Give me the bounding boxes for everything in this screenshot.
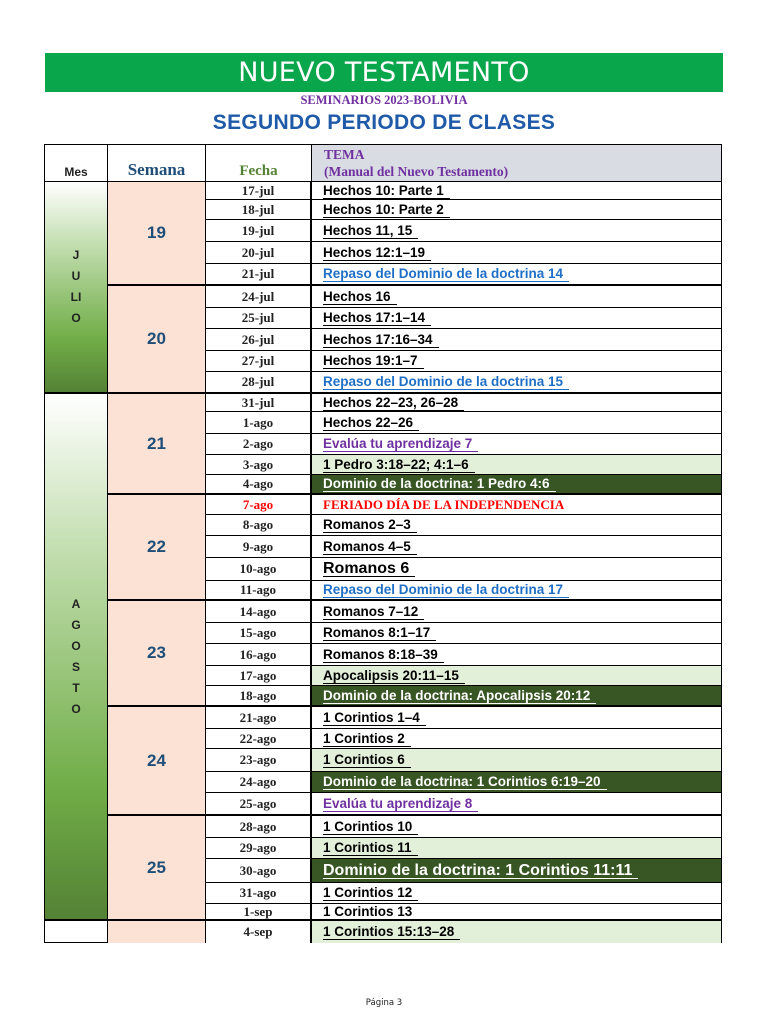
topic-cell xyxy=(312,220,722,242)
week-cell: 19 xyxy=(108,182,206,286)
month-cell xyxy=(44,182,108,394)
schedule-table xyxy=(44,144,722,960)
date-cell: 18-ago xyxy=(206,686,312,707)
topic-cell xyxy=(312,581,722,601)
date-cell: 2-ago xyxy=(206,434,312,455)
topic-text: 1 Corintios 12 xyxy=(323,885,418,901)
column-header-tema xyxy=(312,144,722,182)
topic-cell xyxy=(312,455,722,475)
week-cell xyxy=(108,921,206,943)
document-subtitle: SEMINARIOS 2023-BOLIVIA xyxy=(300,93,468,107)
date-cell: 4-ago xyxy=(206,475,312,495)
column-header-semana: Semana xyxy=(108,144,206,182)
date-cell: 20-jul xyxy=(206,242,312,264)
topic-cell xyxy=(312,707,722,729)
date-cell: 17-ago xyxy=(206,666,312,686)
date-cell: 8-ago xyxy=(206,515,312,536)
topic-cell xyxy=(312,372,722,394)
topic-text: Romanos 8:18–39 xyxy=(323,647,444,663)
topic-text: Apocalipsis 20:11–15 xyxy=(323,668,465,684)
date-cell: 28-jul xyxy=(206,372,312,394)
topic-cell xyxy=(312,351,722,372)
date-cell: 4-sep xyxy=(206,921,312,943)
month-cell xyxy=(44,394,108,921)
date-cell: 19-jul xyxy=(206,220,312,242)
topic-text: Hechos 22–26 xyxy=(323,415,419,431)
topic-cell xyxy=(312,904,722,921)
topic-cell xyxy=(312,200,722,220)
date-cell: 31-jul xyxy=(206,394,312,412)
week-cell: 25 xyxy=(108,816,206,921)
topic-cell xyxy=(312,883,722,904)
topic-cell xyxy=(312,921,722,943)
column-header-fecha: Fecha xyxy=(206,144,312,182)
topic-cell xyxy=(312,686,722,707)
week-cell: 21 xyxy=(108,394,206,495)
date-cell: 10-ago xyxy=(206,558,312,581)
week-cell: 20 xyxy=(108,286,206,394)
topic-text: Evalúa tu aprendizaje 8 xyxy=(323,796,478,812)
topic-text: Evalúa tu aprendizaje 7 xyxy=(323,436,478,452)
topic-cell xyxy=(312,859,722,883)
date-cell: 24-ago xyxy=(206,772,312,793)
date-cell: 22-ago xyxy=(206,729,312,749)
date-cell: 17-jul xyxy=(206,182,312,200)
topic-cell xyxy=(312,495,722,515)
date-cell: 23-ago xyxy=(206,749,312,772)
date-cell: 21-jul xyxy=(206,264,312,286)
topic-cell xyxy=(312,623,722,644)
topic-text: FERIADO DÍA DE LA INDEPENDENCIA xyxy=(323,497,565,512)
topic-cell xyxy=(312,286,722,308)
topic-text: Repaso del Dominio de la doctrina 15 xyxy=(323,374,569,390)
column-header-mes: Mes xyxy=(44,144,108,182)
topic-text: Dominio de la doctrina: 1 Corintios 11:11 xyxy=(323,863,638,879)
topic-text: Hechos 16 xyxy=(323,289,397,305)
topic-cell xyxy=(312,515,722,536)
date-cell: 29-ago xyxy=(206,838,312,859)
week-cell: 23 xyxy=(108,601,206,707)
topic-text: Hechos 19:1–7 xyxy=(323,353,424,369)
topic-cell xyxy=(312,729,722,749)
topic-cell xyxy=(312,749,722,772)
date-cell: 11-ago xyxy=(206,581,312,601)
date-cell: 9-ago xyxy=(206,536,312,558)
topic-text: Repaso del Dominio de la doctrina 17 xyxy=(323,582,569,598)
date-cell: 3-ago xyxy=(206,455,312,475)
topic-text: 1 Corintios 2 xyxy=(323,731,411,747)
date-cell: 21-ago xyxy=(206,707,312,729)
date-cell: 24-jul xyxy=(206,286,312,308)
topic-cell xyxy=(312,838,722,859)
date-cell: 25-jul xyxy=(206,308,312,329)
topic-cell xyxy=(312,475,722,495)
topic-text: 1 Corintios 11 xyxy=(323,840,418,856)
document-title: NUEVO TESTAMENTO xyxy=(45,53,723,92)
topic-text: Romanos 7–12 xyxy=(323,604,424,620)
tema-header-title: TEMA xyxy=(324,147,365,162)
topic-text: Romanos 6 xyxy=(323,561,415,577)
topic-cell xyxy=(312,394,722,412)
topic-cell xyxy=(312,182,722,200)
topic-text: Hechos 12:1–19 xyxy=(323,245,431,261)
page-number: Página 3 xyxy=(365,998,403,1008)
topic-text: 1 Corintios 1–4 xyxy=(323,710,426,726)
date-cell: 1-sep xyxy=(206,904,312,921)
topic-cell xyxy=(312,308,722,329)
topic-text: 1 Corintios 15:13–28 xyxy=(323,924,460,940)
topic-cell xyxy=(312,242,722,264)
topic-text: Hechos 17:1–14 xyxy=(323,310,431,326)
date-cell: 16-ago xyxy=(206,644,312,666)
topic-text: 1 Corintios 13 xyxy=(323,904,418,920)
date-cell: 25-ago xyxy=(206,793,312,816)
topic-cell xyxy=(312,644,722,666)
date-cell: 14-ago xyxy=(206,601,312,623)
date-cell: 18-jul xyxy=(206,200,312,220)
date-cell: 31-ago xyxy=(206,883,312,904)
topic-text: Hechos 11, 15 xyxy=(323,223,418,239)
topic-text: Repaso del Dominio de la doctrina 14 xyxy=(323,266,569,282)
topic-cell xyxy=(312,329,722,351)
topic-cell xyxy=(312,772,722,793)
date-cell: 26-jul xyxy=(206,329,312,351)
topic-cell xyxy=(312,412,722,434)
topic-cell xyxy=(312,793,722,816)
topic-cell xyxy=(312,264,722,286)
month-label: JULIO xyxy=(70,248,82,325)
period-title: SEGUNDO PERIODO DE CLASES xyxy=(212,111,556,134)
date-cell: 1-ago xyxy=(206,412,312,434)
topic-text: Hechos 10: Parte 2 xyxy=(323,202,450,218)
topic-text: 1 Corintios 6 xyxy=(323,752,411,768)
month-cell xyxy=(44,921,108,943)
month-label: AGOSTO xyxy=(71,596,81,716)
topic-text: Dominio de la doctrina: 1 Corintios 6:19–20 xyxy=(323,774,607,790)
topic-text: Hechos 22–23, 26–28 xyxy=(323,395,464,411)
date-cell: 30-ago xyxy=(206,859,312,883)
date-cell: 7-ago xyxy=(206,495,312,515)
topic-text: Romanos 8:1–17 xyxy=(323,625,436,641)
date-cell: 27-jul xyxy=(206,351,312,372)
topic-cell xyxy=(312,536,722,558)
topic-text: Romanos 4–5 xyxy=(323,539,417,555)
date-cell: 28-ago xyxy=(206,816,312,838)
topic-text: 1 Corintios 10 xyxy=(323,819,418,835)
tema-header-subtitle: (Manual del Nuevo Testamento) xyxy=(324,164,509,179)
topic-cell xyxy=(312,601,722,623)
topic-text: 1 Pedro 3:18–22; 4:1–6 xyxy=(323,457,475,473)
topic-text: Hechos 10: Parte 1 xyxy=(323,183,450,199)
topic-text: Romanos 2–3 xyxy=(323,517,417,533)
topic-text: Hechos 17:16–34 xyxy=(323,332,439,348)
week-cell: 22 xyxy=(108,495,206,601)
topic-cell xyxy=(312,434,722,455)
topic-cell xyxy=(312,816,722,838)
week-cell: 24 xyxy=(108,707,206,816)
topic-cell xyxy=(312,558,722,581)
topic-text: Dominio de la doctrina: 1 Pedro 4:6 xyxy=(323,476,556,492)
topic-text: Dominio de la doctrina: Apocalipsis 20:12 xyxy=(323,688,596,704)
date-cell: 15-ago xyxy=(206,623,312,644)
topic-cell xyxy=(312,666,722,686)
